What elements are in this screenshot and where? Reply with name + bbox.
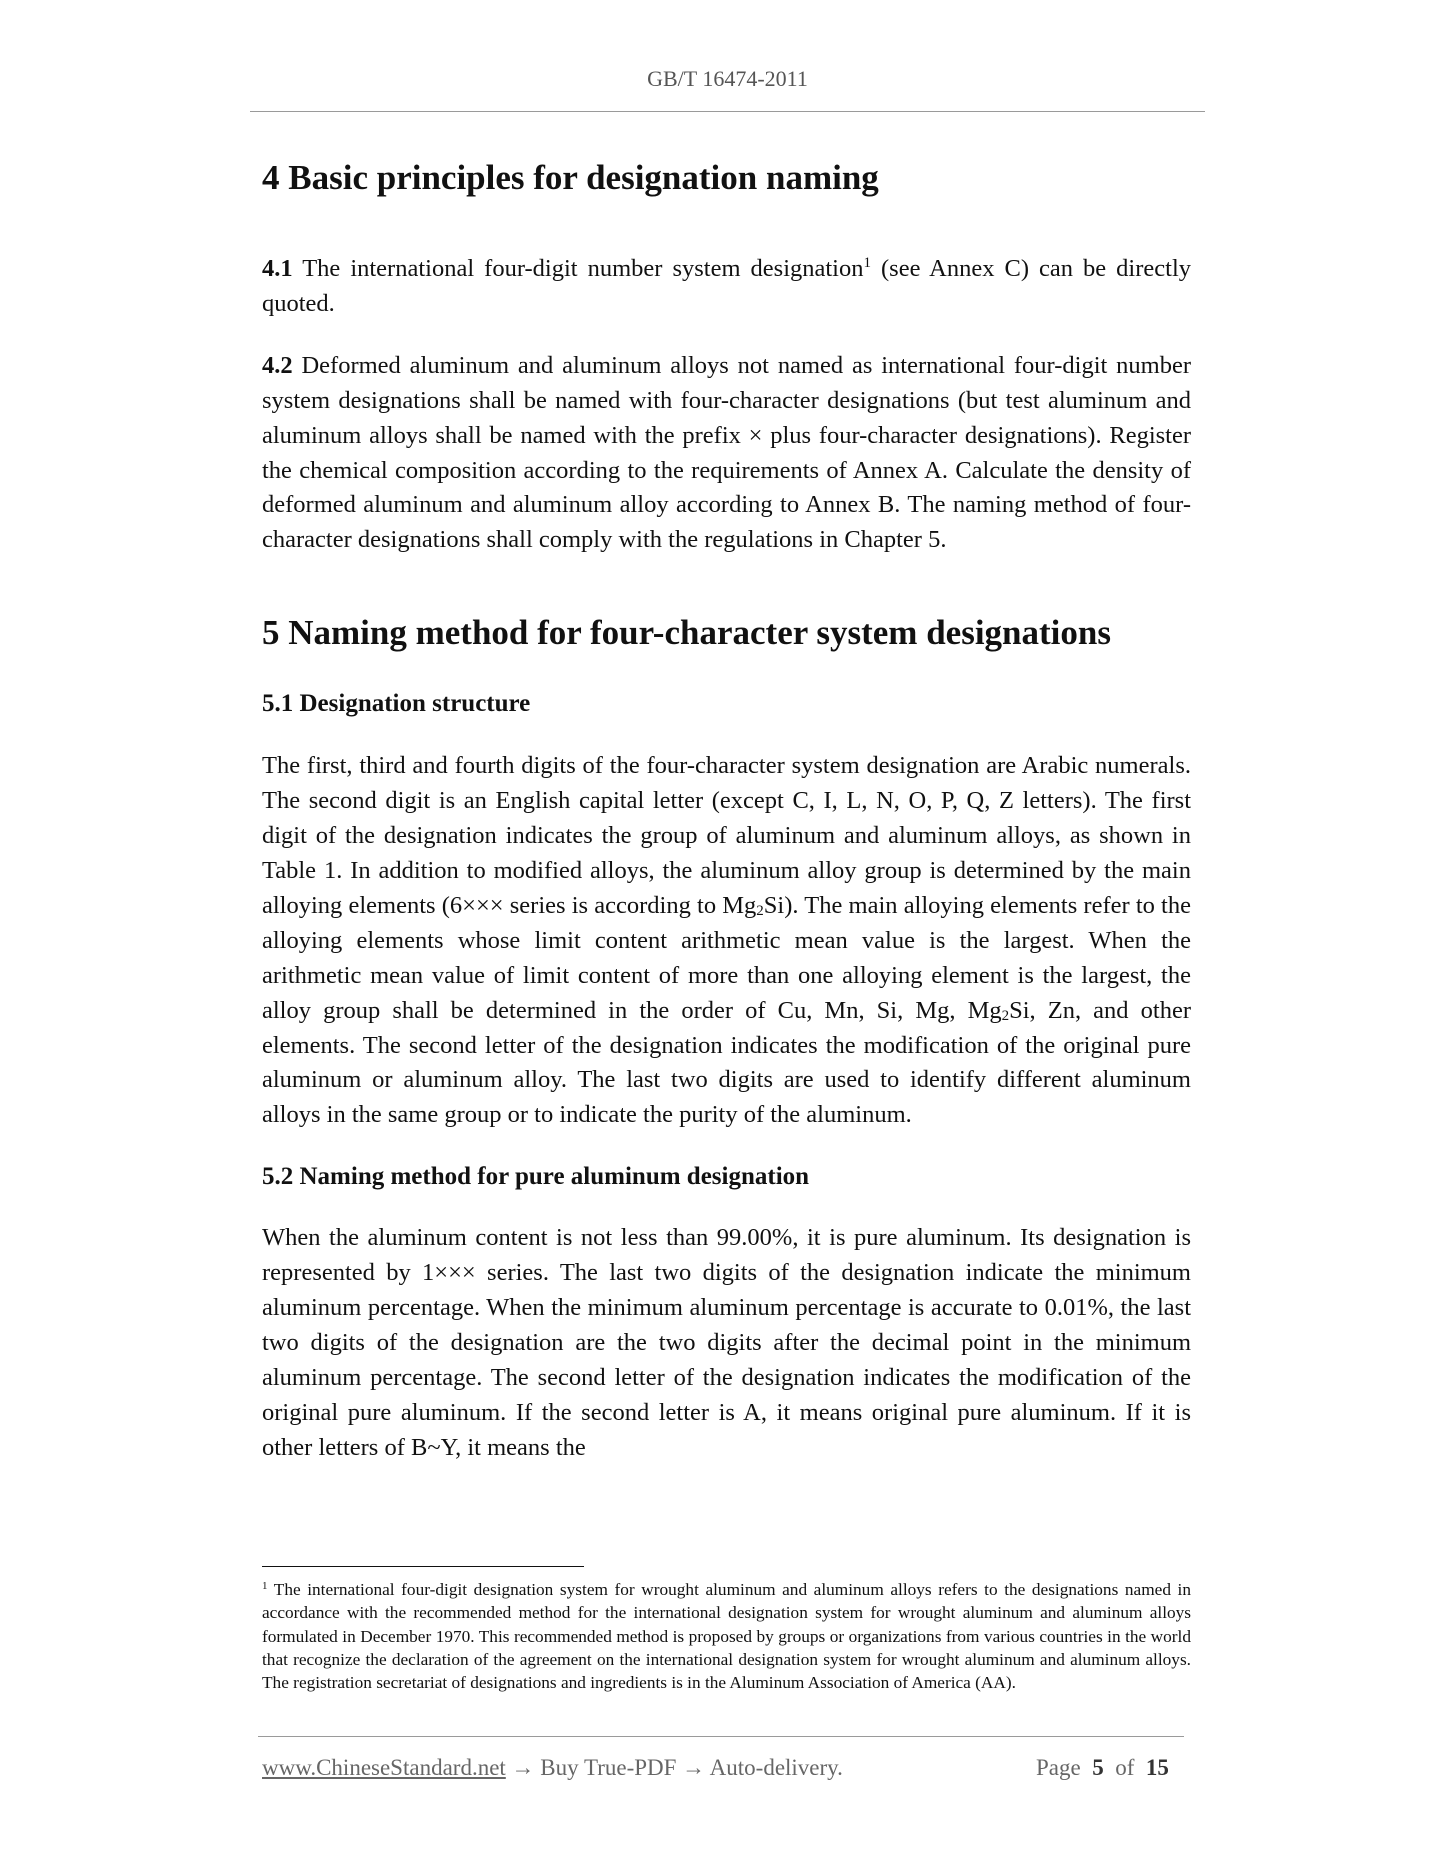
footnote-divider bbox=[262, 1566, 584, 1567]
clause-4-1-text-b: (see Annex C) can be directly quoted. bbox=[262, 255, 1191, 317]
website-link[interactable]: www.ChineseStandard.net bbox=[262, 1755, 506, 1780]
page-body bbox=[262, 150, 1191, 1466]
clause-5-1-text-c: Si, Zn, and other elements. The second letter of the designation indicates the modification of the original pure aluminum or aluminum alloy. The last two digits are used to identify different aluminum alloys in the same group or to indicate the purity of the aluminum. bbox=[262, 996, 1191, 1129]
footer-tagline: → Buy True-PDF → Auto-delivery. bbox=[505, 1755, 843, 1780]
footnote-text: The international four-digit designation system for wrought aluminum and aluminum alloys refers to the designations named in accordance with the recommended method for the international designation system for wrought aluminum and aluminum alloys formulated in December 1970. This recommended method is proposed by groups or organizations from various countries in the world that recognize the declaration of the agreement on the international designation system for wrought aluminum and aluminum alloys. The registration secretariat of designations and ingredients is in the Aluminum Association of America (AA). bbox=[262, 1580, 1191, 1693]
section-5-title: 5 Naming method for four-character system designations bbox=[262, 613, 1111, 653]
clause-4-1-text-a: The international four-digit number system designation bbox=[292, 255, 864, 282]
footer-divider bbox=[258, 1736, 1184, 1737]
clause-4-2-number: 4.2 bbox=[262, 351, 293, 379]
clause-4-2 bbox=[262, 349, 1191, 558]
clause-5-1-text bbox=[262, 749, 1191, 1133]
page-total: 15 bbox=[1145, 1755, 1169, 1780]
page-indicator bbox=[1036, 1755, 1169, 1781]
document-header: GB/T 16474-2011 bbox=[647, 66, 808, 91]
clause-4-1 bbox=[262, 252, 1191, 322]
footnote bbox=[262, 1578, 1191, 1694]
clause-4-2-text: Deformed aluminum and aluminum alloys not named as international four-digit number system designations shall be named with four-character designations (but test aluminum and aluminum alloys shall be named with the prefix × plus four-character designations). Register the chemical composition according to the requirements of Annex A. Calculate the density of deformed aluminum and aluminum alloy according to Annex B. The naming method of four-character designations shall comply with the regulations in Chapter 5. bbox=[262, 351, 1191, 554]
subscript-2: 2 bbox=[756, 902, 764, 919]
clause-5-2-text: When the aluminum content is not less than 99.00%, it is pure aluminum. Its designation is represented by 1××× series. The last two digits of the designation indicate the minimum aluminum percentage. When the minimum aluminum percentage is accurate to 0.01%, the last two digits of the designation are the two digits after the decimal point in the minimum aluminum percentage. The second letter of the designation indicates the modification of the original pure aluminum. If the second letter is A, it means original pure aluminum. If it is other letters of B~Y, it means the bbox=[262, 1224, 1191, 1461]
clause-4-1-number: 4.1 bbox=[262, 255, 293, 282]
footnote-mark: 1 bbox=[262, 1580, 268, 1592]
clause-5-1-text-b: Si). The main alloying elements refer to the alloying elements whose limit content arithmetic mean value is the largest. When the arithmetic mean value of limit content of more than one alloying element is the largest, the alloy group shall be determined in the order of Cu, Mn, Si, Mg, Mg bbox=[262, 891, 1191, 1024]
subscript-2: 2 bbox=[1001, 1007, 1010, 1024]
clause-5-2-heading: 5.2 Naming method for pure aluminum designation bbox=[262, 1163, 810, 1191]
header-divider bbox=[250, 111, 1205, 112]
clause-5-1-text-a: The first, third and fourth digits of the four-character system designation are Arabic numerals. The second digit is an English capital letter (except C, I, L, N, O, P, Q, Z letters). The first digit of the designation indicates the group of aluminum and aluminum alloys, as shown in Table 1. In addition to modified alloys, the aluminum alloy group is determined by the main alloying elements (6××× series is according to Mg bbox=[262, 752, 1191, 919]
footnote-reference[interactable]: 1 bbox=[863, 255, 871, 271]
clause-5-1-heading: 5.1 Designation structure bbox=[262, 690, 531, 718]
footer-left bbox=[262, 1755, 843, 1781]
of-label: of bbox=[1115, 1755, 1135, 1780]
page-label: Page bbox=[1036, 1755, 1081, 1780]
section-4-title: 4 Basic principles for designation naming bbox=[262, 158, 879, 197]
page-number: 5 bbox=[1092, 1755, 1104, 1780]
